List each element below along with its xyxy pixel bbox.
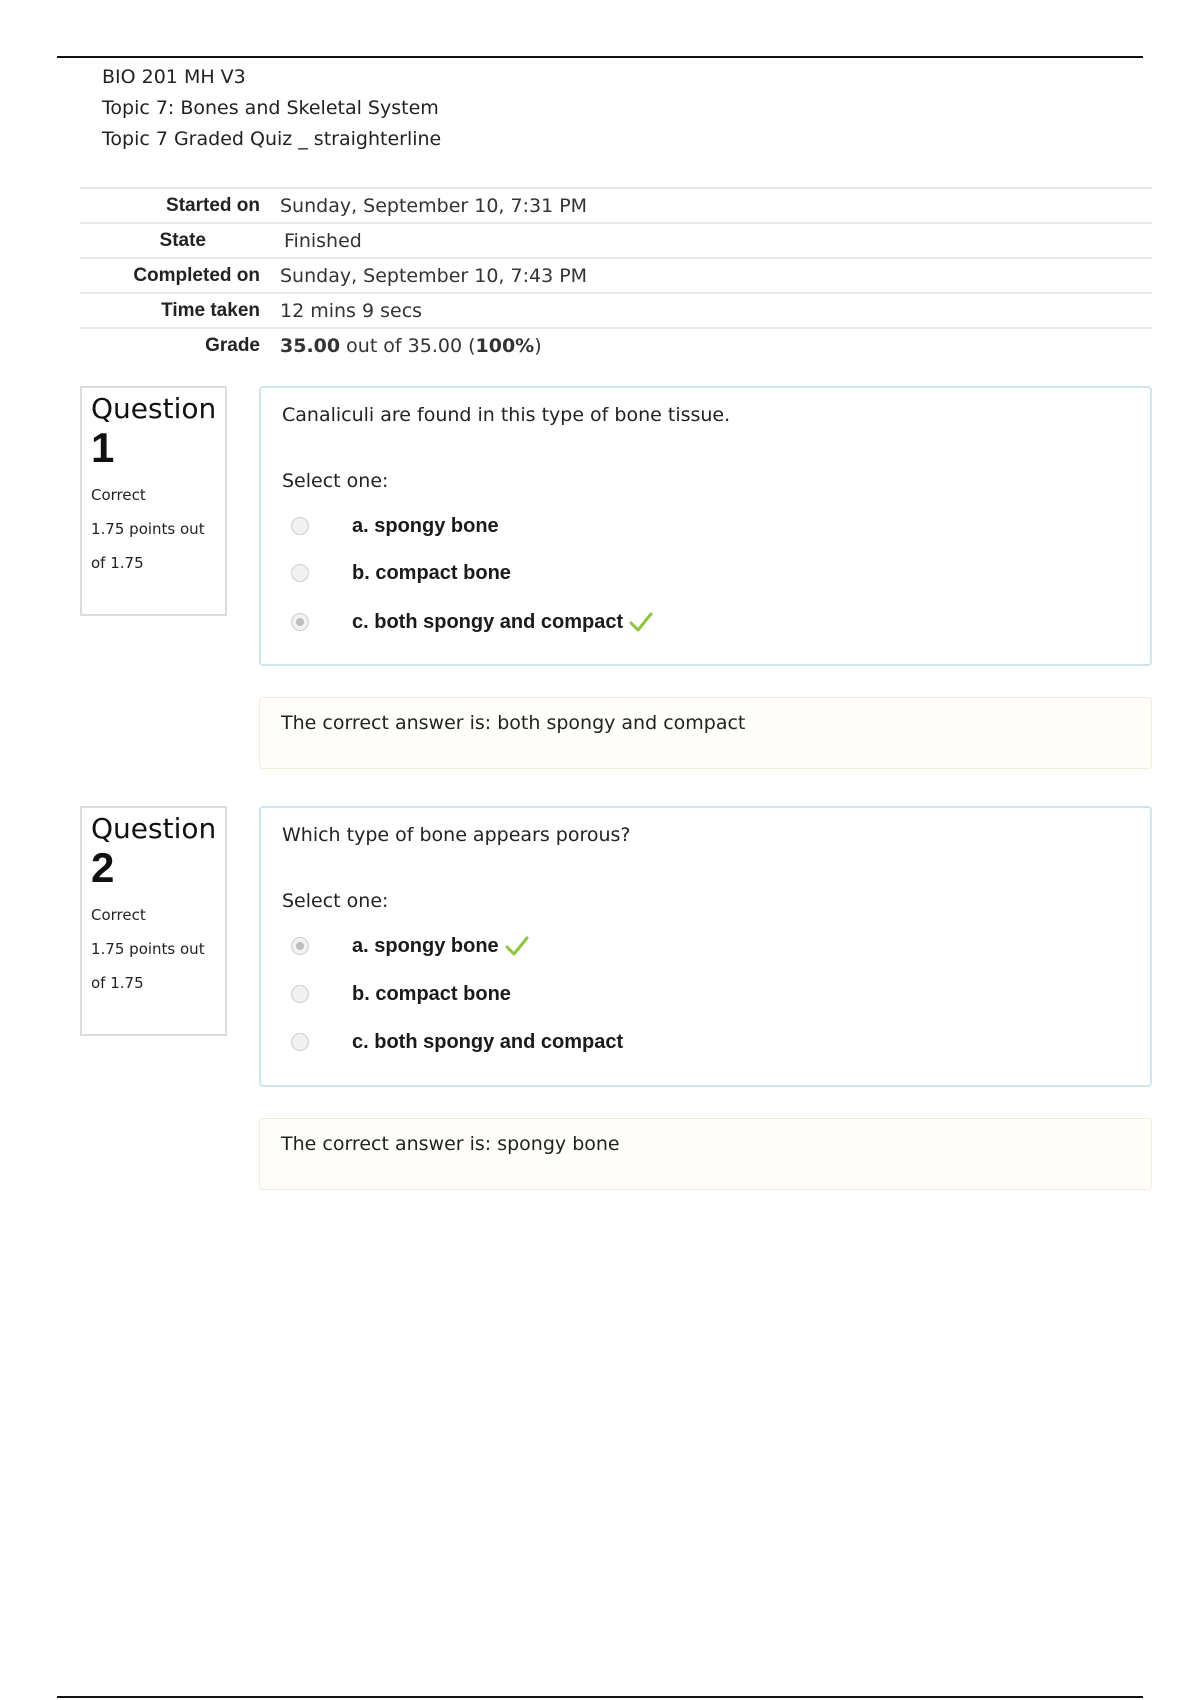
started-on-label: Started on <box>166 194 260 216</box>
question-1-feedback <box>259 697 1152 769</box>
radio-button[interactable] <box>291 985 309 1003</box>
summary-row-time <box>80 292 1152 327</box>
select-one-prompt: Select one: <box>282 890 389 912</box>
option-label: b. compact bone <box>352 561 511 584</box>
option-a[interactable] <box>291 931 529 961</box>
grade-value <box>280 335 542 357</box>
question-label: Question <box>91 812 217 845</box>
select-one-prompt: Select one: <box>282 470 389 492</box>
summary-row-state <box>80 222 1152 257</box>
option-label: a. spongy bone <box>352 514 499 537</box>
question-text: Which type of bone appears porous? <box>282 824 631 846</box>
option-label: a. spongy bone <box>352 934 499 957</box>
question-1-info <box>80 386 227 616</box>
quiz-title: Topic 7 Graded Quiz _ straighterline <box>102 128 442 150</box>
completed-on-value: Sunday, September 10, 7:43 PM <box>280 264 588 287</box>
grade-score: 35.00 <box>280 334 341 357</box>
bottom-rule <box>57 1696 1143 1698</box>
started-on-value: Sunday, September 10, 7:31 PM <box>280 194 588 217</box>
state-label: State <box>159 229 206 251</box>
radio-button[interactable] <box>291 517 309 535</box>
radio-button[interactable] <box>291 1033 309 1051</box>
completed-on-label: Completed on <box>133 264 260 286</box>
summary-row-completed <box>80 257 1152 292</box>
option-label: b. compact bone <box>352 982 511 1005</box>
question-state: Correct <box>91 906 146 924</box>
question-number: 1 <box>91 424 115 471</box>
option-b[interactable] <box>291 979 511 1009</box>
check-icon <box>505 934 529 958</box>
top-rule <box>57 56 1143 58</box>
grade-percent: 100% <box>475 334 535 357</box>
question-state: Correct <box>91 486 146 504</box>
question-2-info <box>80 806 227 1036</box>
question-number: 2 <box>91 844 115 891</box>
attempt-summary <box>80 187 1152 362</box>
question-points: 1.75 points out of 1.75 <box>91 520 205 572</box>
radio-button[interactable] <box>291 564 309 582</box>
question-text: Canaliculi are found in this type of bone tissue. <box>282 404 731 426</box>
document-header <box>102 62 441 155</box>
question-1-box <box>259 386 1152 666</box>
topic-title: Topic 7: Bones and Skeletal System <box>102 97 439 119</box>
question-label: Question <box>91 392 217 425</box>
option-c[interactable] <box>291 607 653 637</box>
grade-close: ) <box>534 334 542 357</box>
question-2-box <box>259 806 1152 1087</box>
option-label: c. both spongy and compact <box>352 1030 624 1053</box>
option-label: c. both spongy and compact <box>352 610 624 633</box>
option-a[interactable] <box>291 511 499 541</box>
radio-button-selected[interactable] <box>291 613 309 631</box>
time-taken-value: 12 mins 9 secs <box>280 299 423 322</box>
check-icon <box>629 610 653 634</box>
summary-row-grade <box>80 327 1152 362</box>
summary-row-started <box>80 187 1152 222</box>
time-taken-label: Time taken <box>161 299 260 321</box>
correct-answer-text: The correct answer is: both spongy and compact <box>281 712 746 734</box>
correct-answer-text: The correct answer is: spongy bone <box>281 1133 620 1155</box>
option-c[interactable] <box>291 1027 623 1057</box>
grade-label: Grade <box>205 334 260 356</box>
question-points: 1.75 points out of 1.75 <box>91 940 205 992</box>
question-2-feedback <box>259 1118 1152 1190</box>
option-b[interactable] <box>291 558 511 588</box>
grade-out-of: out of 35.00 ( <box>340 334 476 357</box>
course-title: BIO 201 MH V3 <box>102 66 246 88</box>
radio-button-selected[interactable] <box>291 937 309 955</box>
state-value: Finished <box>284 229 362 252</box>
